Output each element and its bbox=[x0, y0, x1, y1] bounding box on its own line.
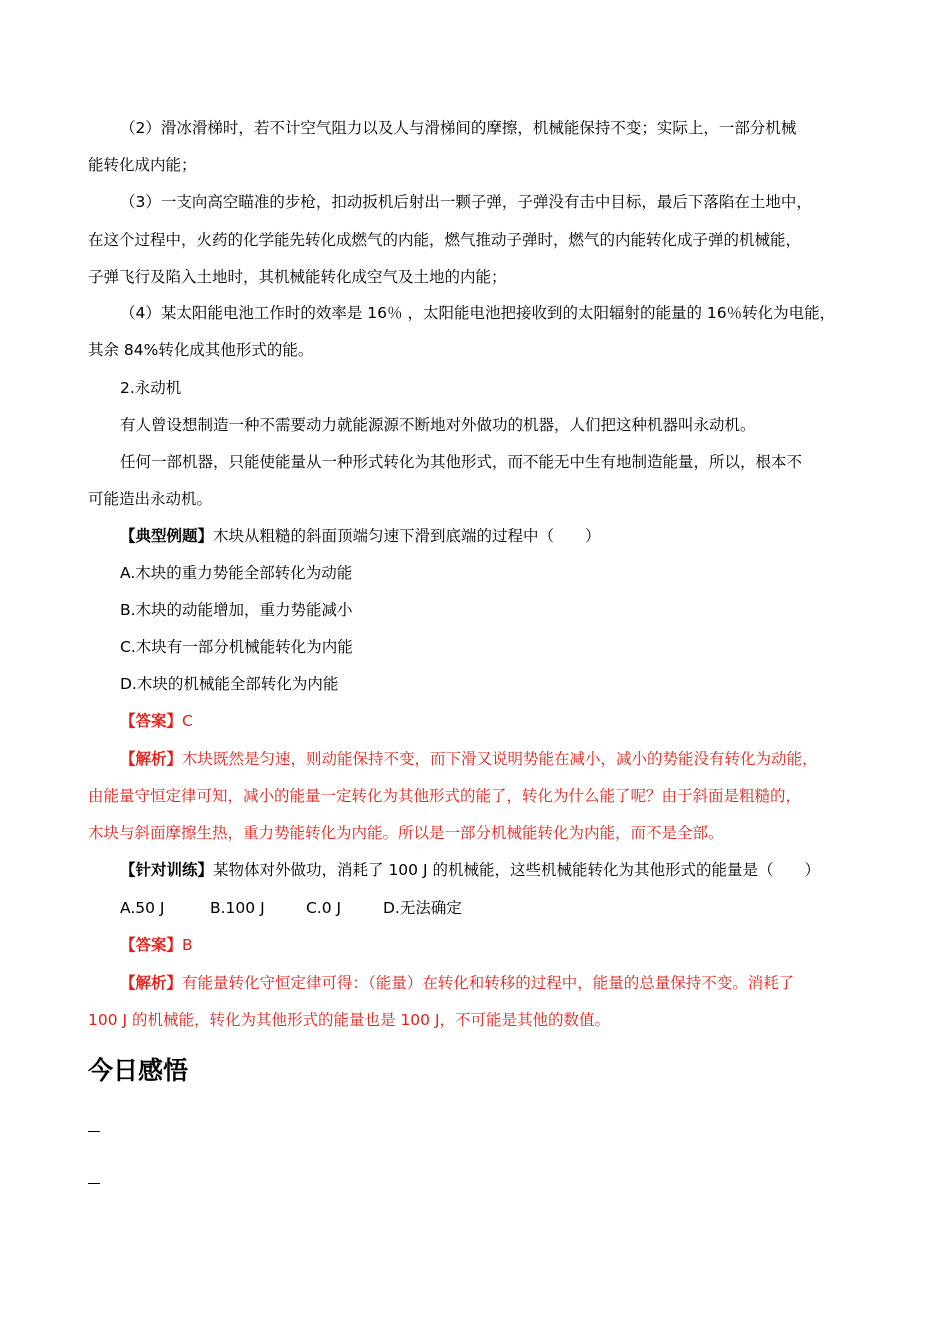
example-analysis-tag: 【解析】 bbox=[120, 750, 183, 768]
training-options bbox=[120, 897, 462, 919]
training-option-b: B.100 J bbox=[210, 899, 265, 917]
reflection-heading: 今日感悟 bbox=[88, 1056, 189, 1085]
training-analysis-line2: 100 J 的机械能，转化为其他形式的能量也是 100 J，不可能是其他的数值。 bbox=[88, 1011, 611, 1029]
example-option-b: B.木块的动能增加，重力势能减小 bbox=[120, 601, 353, 619]
section-title-perpetual: 2.永动机 bbox=[120, 379, 182, 397]
blank-line-1 bbox=[88, 1131, 100, 1132]
training-question-text: 某物体对外做功，消耗了 100 J 的机械能，这些机械能转化为其他形式的能量是（ ） bbox=[213, 861, 820, 879]
item2-line2: 能转化成内能； bbox=[88, 156, 197, 174]
example-analysis-text1: 木块既然是匀速，则动能保持不变，而下滑又说明势能在减小，减小的势能没有转化为动能， bbox=[182, 750, 818, 768]
training-analysis-line1 bbox=[120, 972, 794, 994]
training-tag: 【针对训练】 bbox=[120, 861, 214, 879]
training-option-d: D.无法确定 bbox=[383, 899, 462, 917]
training-question bbox=[120, 859, 820, 881]
example-option-a: A.木块的重力势能全部转化为动能 bbox=[120, 564, 353, 582]
example-analysis-line2: 由能量守恒定律可知，减小的能量一定转化为其他形式的能了，转化为什么能了呢？由于斜面是粗糙的， bbox=[88, 787, 802, 805]
example-analysis-line1 bbox=[120, 748, 818, 770]
training-analysis-tag: 【解析】 bbox=[120, 974, 183, 992]
item4-line1: （4）某太阳能电池工作时的效率是 16％ ，太阳能电池把接收到的太阳辐射的能量的 16％转化为电能， bbox=[120, 304, 836, 322]
example-question-text: 木块从粗糙的斜面顶端匀速下滑到底端的过程中（ ） bbox=[213, 527, 601, 545]
training-answer-value: B bbox=[182, 936, 193, 954]
example-analysis-line3: 木块与斜面摩擦生热，重力势能转化为内能。所以是一部分机械能转化为内能，而不是全部。 bbox=[88, 824, 724, 842]
example-tag: 【典型例题】 bbox=[120, 527, 214, 545]
item3-line3: 子弹飞行及陷入土地时，其机械能转化成空气及土地的内能； bbox=[88, 268, 507, 286]
training-answer bbox=[120, 934, 193, 956]
example-answer-value: C bbox=[182, 712, 193, 730]
training-option-a: A.50 J bbox=[120, 899, 165, 917]
example-option-c: C.木块有一部分机械能转化为内能 bbox=[120, 638, 353, 656]
item2-line1: （2）滑冰滑梯时，若不计空气阻力以及人与滑梯间的摩擦，机械能保持不变；实际上，一部分机械 bbox=[120, 119, 797, 137]
item3-line2: 在这个过程中，火药的化学能先转化成燃气的内能，燃气推动子弹时，燃气的内能转化成子弹的机械能， bbox=[88, 231, 802, 249]
perpetual-para1: 有人曾设想制造一种不需要动力就能源源不断地对外做功的机器，人们把这种机器叫永动机。 bbox=[120, 416, 756, 434]
training-analysis-text1: 有能量转化守恒定律可得：（能量）在转化和转移的过程中，能量的总量保持不变。消耗了 bbox=[182, 974, 795, 992]
item4-line2: 其余 84%转化成其他形式的能。 bbox=[88, 341, 314, 359]
example-answer-tag: 【答案】 bbox=[120, 712, 183, 730]
example-option-d: D.木块的机械能全部转化为内能 bbox=[120, 675, 339, 693]
training-answer-tag: 【答案】 bbox=[120, 936, 183, 954]
perpetual-para2-line2: 可能造出永动机。 bbox=[88, 490, 213, 508]
example-answer bbox=[120, 710, 193, 732]
blank-line-2 bbox=[88, 1183, 100, 1184]
perpetual-para2-line1: 任何一部机器，只能使能量从一种形式转化为其他形式，而不能无中生有地制造能量，所以，根本不 bbox=[120, 453, 803, 471]
item3-line1: （3）一支向高空瞄准的步枪，扣动扳机后射出一颗子弹，子弹没有击中目标，最后下落陷在土地中， bbox=[120, 193, 812, 211]
example-question bbox=[120, 525, 601, 547]
training-option-c: C.0 J bbox=[306, 899, 342, 917]
